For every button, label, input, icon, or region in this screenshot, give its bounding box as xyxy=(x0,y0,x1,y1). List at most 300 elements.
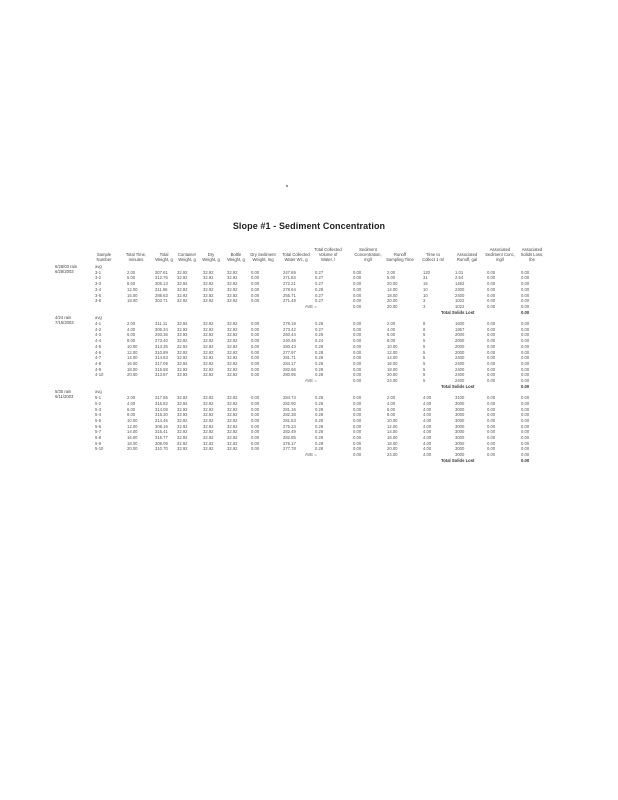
table-cell: 15 xyxy=(423,281,428,287)
table-cell: 0.00 xyxy=(487,343,496,349)
table-cell: 0.00 xyxy=(521,360,530,366)
table-cell: 0.28 xyxy=(315,395,324,401)
table-cell: 32.92 xyxy=(203,332,214,338)
table-cell: 0.00 xyxy=(353,326,362,332)
table-cell: 32.92 xyxy=(203,400,214,406)
table-cell: 313.35 xyxy=(155,343,168,349)
table-cell: 0.00 xyxy=(521,286,530,292)
table-cell: 32.92 xyxy=(227,360,238,366)
table-cell: 1.01 xyxy=(455,269,464,275)
table-cell: 0.00 xyxy=(521,406,530,412)
table-cell: 18.00 xyxy=(387,366,398,372)
table-cell: 288.63 xyxy=(155,292,168,298)
table-cell: 3000 xyxy=(455,417,465,423)
table-cell: 2000 xyxy=(455,343,465,349)
table-cell: 10.00 xyxy=(387,343,398,349)
table-cell: 0.28 xyxy=(315,286,324,292)
event-date-label: 4/24 rain 7/15/2003 xyxy=(55,315,74,326)
total-solids-lost: Total Solids Lost xyxy=(441,383,475,389)
table-cell: 317.09 xyxy=(155,360,168,366)
table-cell: 275.24 xyxy=(283,423,296,429)
table-cell: 12.00 xyxy=(127,286,138,292)
table-cell: 0.27 xyxy=(315,275,324,281)
table-cell: 3000 xyxy=(455,429,465,435)
table-cell: 317.65 xyxy=(155,395,168,401)
table-cell: 32.92 xyxy=(177,326,188,332)
table-cell: 3-2 xyxy=(95,275,102,281)
table-cell: 10 xyxy=(423,286,428,292)
table-cell: 4-6 xyxy=(95,349,102,355)
table-cell: 2.00 xyxy=(387,321,396,326)
table-cell: 308.16 xyxy=(155,423,168,429)
table-cell: 0.00 xyxy=(521,372,530,378)
table-cell: 32.92 xyxy=(177,269,188,275)
table-cell: 12.00 xyxy=(387,423,398,429)
table-cell: 8.00 xyxy=(387,338,396,344)
table-cell: 0.00 xyxy=(251,406,260,412)
table-cell: 310.70 xyxy=(155,446,168,452)
table-cell: 32.92 xyxy=(203,298,214,304)
table-cell: 0.00 xyxy=(353,417,362,423)
table-cell: 313.87 xyxy=(155,372,168,378)
table-cell: 3100 xyxy=(455,395,465,401)
table-cell: 1600 xyxy=(455,321,465,326)
table-cell: 2400 xyxy=(455,355,465,361)
table-cell: 255.71 xyxy=(283,292,296,298)
table-cell: 240.48 xyxy=(283,338,296,344)
table-cell: 0.00 xyxy=(251,417,260,423)
table-cell: 0.00 xyxy=(487,321,496,326)
table-cell: 0.00 xyxy=(487,406,496,412)
table-cell: avg xyxy=(95,315,102,321)
table-cell: 4-9 xyxy=(95,366,102,372)
table-cell: 32.92 xyxy=(203,355,214,361)
table-cell: 0.00 xyxy=(521,343,530,349)
table-cell: 32.92 xyxy=(177,275,188,281)
table-cell: 32.92 xyxy=(203,321,214,326)
table-cell: 0.00 xyxy=(353,429,362,435)
table-cell: 0.00 xyxy=(521,435,530,440)
table-cell: 0.28 xyxy=(315,423,324,429)
table-cell: 0.00 xyxy=(353,269,362,275)
table-cell: 277.97 xyxy=(283,349,296,355)
table-cell: 5-4 xyxy=(95,412,102,418)
table-cell: 0.00 xyxy=(521,298,530,304)
table-cell: 278.64 xyxy=(283,286,296,292)
table-cell: 32.92 xyxy=(227,423,238,429)
table-cell: 5.00 xyxy=(127,275,136,281)
table-cell: 0.28 xyxy=(315,446,324,452)
table-cell: 0.00 xyxy=(521,275,530,281)
table-cell: 8.00 xyxy=(127,281,136,287)
table-cell: 0.28 xyxy=(315,406,324,412)
table-cell: 308.09 xyxy=(155,440,168,446)
table-cell: 16.00 xyxy=(387,435,398,440)
table-cell: 1957 xyxy=(455,326,465,332)
table-cell: 4.00 xyxy=(423,429,432,435)
table-cell: 0.00 xyxy=(521,349,530,355)
table-cell: 32.92 xyxy=(227,372,238,378)
table-cell: 0.00 xyxy=(353,298,362,304)
column-header: Total Collected Volume of Water, l xyxy=(314,247,342,262)
table-cell: 8.00 xyxy=(387,412,396,418)
table-cell: 10.00 xyxy=(387,417,398,423)
table-cell: 32.92 xyxy=(177,446,188,452)
table-cell: 20.00 xyxy=(387,372,398,378)
table-cell: 4-10 xyxy=(95,372,104,378)
table-cell: 5-7 xyxy=(95,429,102,435)
table-cell: 0.00 xyxy=(521,281,530,287)
table-cell: 282.38 xyxy=(283,412,296,418)
table-cell: 0.00 xyxy=(251,412,260,418)
table-cell: 0.27 xyxy=(315,292,324,298)
table-cell: 32.92 xyxy=(177,349,188,355)
table-cell: 32.92 xyxy=(203,417,214,423)
table-cell: 5 xyxy=(423,355,426,361)
table-cell: 0.00 xyxy=(251,423,260,429)
table-cell: 0.00 xyxy=(487,349,496,355)
table-cell: 303.71 xyxy=(155,298,168,304)
table-cell: 0.00 xyxy=(521,395,530,401)
table-cell: 18.00 xyxy=(387,440,398,446)
table-cell: 5-3 xyxy=(95,406,102,412)
table-cell: 32.92 xyxy=(227,355,238,361)
table-cell: 32.92 xyxy=(177,343,188,349)
table-cell: 16.00 xyxy=(127,435,138,440)
total-solids-lost: Total Solids Lost xyxy=(441,309,475,315)
table-cell: 280.43 xyxy=(283,343,296,349)
table-cell: 32.92 xyxy=(227,281,238,287)
table-cell: 284.73 xyxy=(283,395,296,401)
table-cell: 0.00 xyxy=(521,269,530,275)
table-cell: 0.27 xyxy=(315,298,324,304)
table-cell: 310.89 xyxy=(155,349,168,355)
table-cell: 0.00 xyxy=(487,372,496,378)
table-cell: 0.28 xyxy=(315,366,324,372)
table-cell: 0.00 xyxy=(353,338,362,344)
table-cell: 32.92 xyxy=(203,360,214,366)
table-cell: 4-7 xyxy=(95,355,102,361)
table-cell: 5-2 xyxy=(95,400,102,406)
table-cell: 314.08 xyxy=(155,406,168,412)
table-cell: 0.00 xyxy=(353,446,362,452)
table-cell: 0.00 xyxy=(521,338,530,344)
table-cell: 32.92 xyxy=(203,275,214,281)
table-cell: 0.00 xyxy=(487,435,496,440)
column-header: Associated Sediment Conc, mg/l xyxy=(485,247,515,262)
average-row: AVE = 0.00 24.00 4.00 3000 0.00 0.00 xyxy=(305,452,530,458)
stray-mark xyxy=(286,185,288,187)
table-cell: 3000 xyxy=(455,435,465,440)
table-cell: 32.92 xyxy=(203,435,214,440)
table-cell: 2400 xyxy=(455,366,465,372)
table-cell: 32.92 xyxy=(227,446,238,452)
table-cell: 2000 xyxy=(455,338,465,344)
table-cell: 32.92 xyxy=(203,292,214,298)
table-cell: 32.92 xyxy=(177,395,188,401)
table-cell: 32.92 xyxy=(227,338,238,344)
table-cell: 32.92 xyxy=(227,429,238,435)
table-cell: 32.92 xyxy=(203,395,214,401)
table-cell: 0.28 xyxy=(315,435,324,440)
table-cell: 32.92 xyxy=(177,366,188,372)
table-cell: 4.00 xyxy=(423,406,432,412)
table-cell: 0.00 xyxy=(487,429,496,435)
table-cell: 271.48 xyxy=(283,298,296,304)
table-cell: 284.17 xyxy=(283,360,296,366)
table-cell: 0.28 xyxy=(315,440,324,446)
table-cell: 0.00 xyxy=(251,372,260,378)
table-cell: 5-8 xyxy=(95,435,102,440)
table-cell: 32.92 xyxy=(203,423,214,429)
table-cell: 10.00 xyxy=(127,417,138,423)
table-cell: 315.77 xyxy=(155,435,168,440)
table-cell: 0.00 xyxy=(521,321,530,326)
column-header: Sample Number xyxy=(96,252,112,262)
table-cell: 0.00 xyxy=(521,326,530,332)
table-cell: 2.54 xyxy=(455,275,464,281)
table-cell: 2000 xyxy=(455,332,465,338)
table-cell: 5 xyxy=(423,349,426,355)
table-cell: 8 xyxy=(423,321,426,326)
table-cell: 12.00 xyxy=(127,423,138,429)
table-cell: 4.00 xyxy=(423,417,432,423)
table-cell: 120 xyxy=(423,269,430,275)
table-cell: 0.27 xyxy=(315,281,324,287)
table-cell: 0.27 xyxy=(315,326,324,332)
table-cell: 32.92 xyxy=(203,343,214,349)
table-cell: 315.30 xyxy=(155,412,168,418)
table-cell: 12.00 xyxy=(127,349,138,355)
table-cell: 32.92 xyxy=(227,292,238,298)
table-cell: 32.92 xyxy=(177,321,188,326)
table-cell: 32.92 xyxy=(203,338,214,344)
table-cell: 312.76 xyxy=(155,275,168,281)
column-header: Time to Collect 1 ml xyxy=(422,252,444,262)
table-cell: 2.00 xyxy=(127,395,136,401)
table-cell: 4.00 xyxy=(423,412,432,418)
table-cell: 5-1 xyxy=(95,395,102,401)
table-cell: 282.66 xyxy=(283,366,296,372)
table-cell: 32.92 xyxy=(227,275,238,281)
table-cell: 15.00 xyxy=(127,292,138,298)
table-cell: 0.00 xyxy=(521,332,530,338)
table-cell: 0.00 xyxy=(521,355,530,361)
table-cell: 32.92 xyxy=(227,406,238,412)
table-cell: 306.34 xyxy=(155,326,168,332)
table-cell: 0.00 xyxy=(487,412,496,418)
table-cell: 0.24 xyxy=(315,338,324,344)
table-cell: 0.00 xyxy=(487,423,496,429)
table-cell: 6.00 xyxy=(387,332,396,338)
table-cell: 0.00 xyxy=(521,292,530,298)
table-cell: 16.00 xyxy=(127,360,138,366)
table-cell: 5 xyxy=(423,343,426,349)
table-cell: 0.28 xyxy=(315,349,324,355)
table-cell: 0.28 xyxy=(315,429,324,435)
table-cell: 4-8 xyxy=(95,360,102,366)
table-cell: 0.28 xyxy=(315,321,324,326)
table-cell: 311.56 xyxy=(155,286,168,292)
table-cell: 4.00 xyxy=(423,435,432,440)
table-cell: 32.92 xyxy=(177,406,188,412)
table-cell: 14.00 xyxy=(387,355,398,361)
table-cell: 0.00 xyxy=(487,355,496,361)
table-cell: 32.92 xyxy=(203,406,214,412)
table-cell: avg xyxy=(95,389,102,395)
table-cell: 32.92 xyxy=(177,286,188,292)
table-cell: 5 xyxy=(423,332,426,338)
table-cell: 0.00 xyxy=(251,429,260,435)
table-cell: 18.00 xyxy=(127,366,138,372)
table-cell: 18.00 xyxy=(127,440,138,446)
table-cell: 0.00 xyxy=(251,349,260,355)
table-cell: 0.00 xyxy=(487,338,496,344)
table-cell: 2.00 xyxy=(387,269,396,275)
table-cell: 0.00 xyxy=(521,412,530,418)
table-cell: 0.00 xyxy=(251,321,260,326)
table-cell: 6.00 xyxy=(387,406,396,412)
table-cell: avg xyxy=(95,264,102,269)
total-solids-lost: Total Solids Lost xyxy=(441,457,475,463)
table-cell: 32.92 xyxy=(177,400,188,406)
table-cell: 0.00 xyxy=(353,412,362,418)
table-cell: 32.92 xyxy=(227,395,238,401)
table-cell: 0.00 xyxy=(487,440,496,446)
table-cell: 272.21 xyxy=(283,281,296,287)
table-cell: 32.92 xyxy=(203,269,214,275)
table-cell: 3-1 xyxy=(95,269,102,275)
table-cell: 0.00 xyxy=(487,275,496,281)
table-cell: 307.61 xyxy=(155,269,168,275)
table-cell: 8 xyxy=(423,326,426,332)
table-cell: 0.00 xyxy=(251,440,260,446)
table-cell: 32.92 xyxy=(227,366,238,372)
table-cell: 32.92 xyxy=(227,417,238,423)
table-cell: 32.92 xyxy=(203,372,214,378)
table-cell: 315.82 xyxy=(155,400,168,406)
table-cell: 32.92 xyxy=(177,355,188,361)
table-cell: 0.00 xyxy=(251,343,260,349)
table-cell: 31 xyxy=(423,275,428,281)
table-cell: 0.00 xyxy=(251,355,260,361)
table-cell: 278.19 xyxy=(283,321,296,326)
table-cell: 32.92 xyxy=(177,429,188,435)
table-cell: 0.00 xyxy=(353,355,362,361)
table-cell: 5-9 xyxy=(95,440,102,446)
table-cell: 0.00 xyxy=(251,281,260,287)
table-cell: 32.92 xyxy=(177,338,188,344)
table-cell: 4.00 xyxy=(423,440,432,446)
average-row: AVE = 0.00 20.00 3 1022 0.00 0.00 xyxy=(305,303,530,309)
column-header: Sediment Concentration, mg/l xyxy=(354,247,382,262)
table-cell: 32.92 xyxy=(177,435,188,440)
table-cell: 20.00 xyxy=(387,446,398,452)
table-cell: 0.00 xyxy=(251,275,260,281)
table-cell: 32.92 xyxy=(177,417,188,423)
table-cell: 18.00 xyxy=(387,292,398,298)
table-cell: 3-5 xyxy=(95,292,102,298)
table-cell: 0.00 xyxy=(353,372,362,378)
table-cell: 4.00 xyxy=(423,423,432,429)
event-date-label: 5/30 rain 6/11/2003 xyxy=(55,389,74,400)
table-cell: 6.00 xyxy=(127,332,136,338)
table-cell: 4.00 xyxy=(127,400,136,406)
table-cell: 0.00 xyxy=(353,435,362,440)
table-cell: 32.92 xyxy=(227,269,238,275)
table-cell: 12.00 xyxy=(387,349,398,355)
table-cell: 18.00 xyxy=(127,298,138,304)
column-header: Total Time, minutes xyxy=(125,252,147,262)
table-cell: 32.92 xyxy=(227,286,238,292)
table-cell: 0.00 xyxy=(251,298,260,304)
table-cell: 20.00 xyxy=(127,446,138,452)
page-title: Slope #1 - Sediment Concentration xyxy=(232,221,386,231)
table-cell: 0.00 xyxy=(251,360,260,366)
table-cell: 0.00 xyxy=(251,366,260,372)
table-cell: 0.00 xyxy=(487,360,496,366)
table-cell: 315.41 xyxy=(155,429,168,435)
table-cell: 32.92 xyxy=(177,332,188,338)
table-cell: 32.92 xyxy=(227,326,238,332)
table-cell: 0.00 xyxy=(487,417,496,423)
table-cell: 0.00 xyxy=(487,269,496,275)
table-cell: 3000 xyxy=(455,406,465,412)
table-cell: 0.00 xyxy=(521,366,530,372)
table-cell: 0.00 xyxy=(521,440,530,446)
average-row: AVE = 0.00 24.00 5 2400 0.00 0.00 xyxy=(305,378,530,383)
table-cell: 32.92 xyxy=(177,292,188,298)
table-cell: 4-2 xyxy=(95,326,102,332)
table-cell: 14.00 xyxy=(127,355,138,361)
table-cell: 0.00 xyxy=(353,349,362,355)
table-cell: 2400 xyxy=(455,360,465,366)
table-cell: 0.00 xyxy=(353,366,362,372)
table-cell: 3000 xyxy=(455,423,465,429)
table-cell: 273.40 xyxy=(155,338,168,344)
table-cell: 4.00 xyxy=(387,400,396,406)
table-cell: 0.00 xyxy=(353,321,362,326)
table-cell: 0.00 xyxy=(251,395,260,401)
table-cell: 4-5 xyxy=(95,343,102,349)
table-cell: 260.44 xyxy=(283,332,296,338)
table-cell: 2.00 xyxy=(387,395,396,401)
table-cell: 14.00 xyxy=(127,429,138,435)
table-cell: 32.92 xyxy=(227,440,238,446)
table-cell: 0.00 xyxy=(521,423,530,429)
table-cell: 0.00 xyxy=(353,343,362,349)
table-cell: 32.92 xyxy=(203,429,214,435)
table-cell: 1462 xyxy=(455,281,465,287)
table-cell: 8.00 xyxy=(127,338,136,344)
table-cell: 14.00 xyxy=(387,429,398,435)
table-cell: 3 xyxy=(423,298,426,304)
table-cell: 4-1 xyxy=(95,321,102,326)
table-cell: 0.00 xyxy=(251,269,260,275)
table-cell: 4.00 xyxy=(423,446,432,452)
table-cell: 10 xyxy=(423,292,428,298)
table-cell: 4-4 xyxy=(95,338,102,344)
table-cell: 282.85 xyxy=(283,435,296,440)
column-header: Associated Solids Loss, lbs xyxy=(520,247,544,262)
table-cell: 277.78 xyxy=(283,446,296,452)
event-date-label: 6/28/03 rain 6/28/2003 xyxy=(55,264,78,274)
table-cell: 32.92 xyxy=(227,343,238,349)
table-cell: 3000 xyxy=(455,440,465,446)
table-cell: 282.49 xyxy=(283,429,296,435)
column-header: Runoff Sampling Time xyxy=(386,252,414,262)
table-cell: 0.00 xyxy=(251,332,260,338)
